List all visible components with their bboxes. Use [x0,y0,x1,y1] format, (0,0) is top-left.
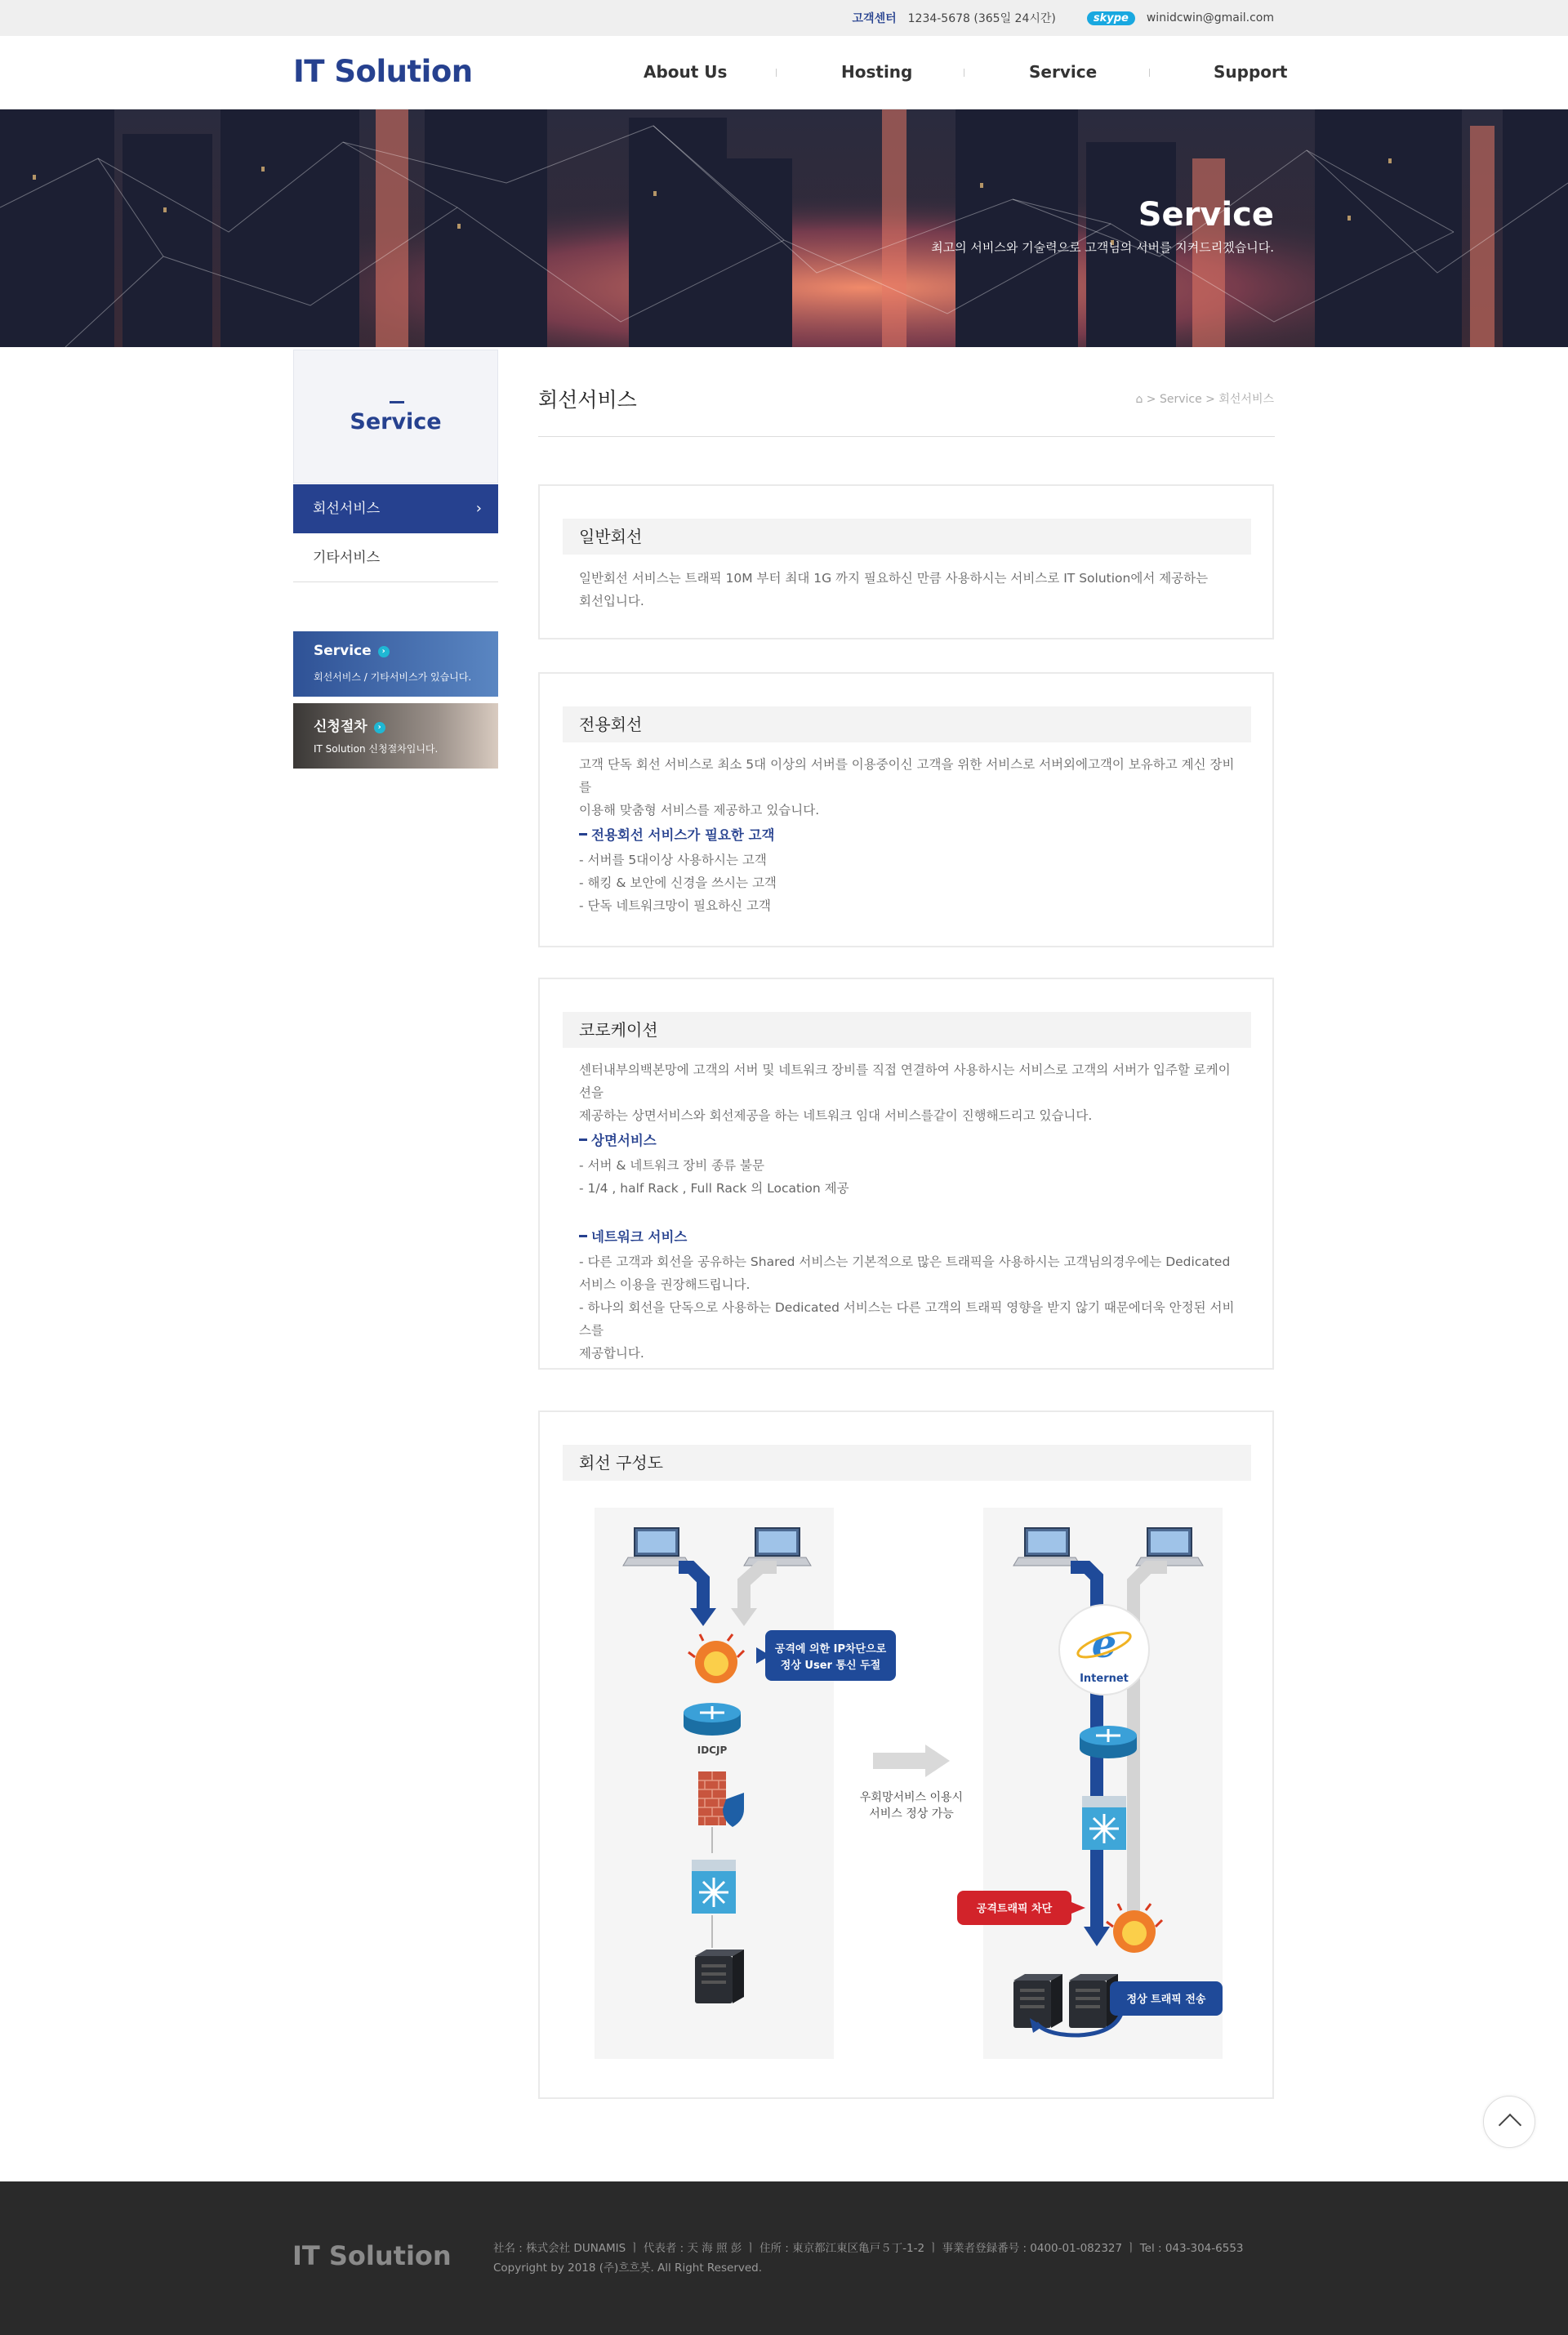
section-text: 센터내부의백본망에 고객의 서버 및 네트워크 장비를 직접 연결하여 사용하시는 서비스로 고객의 서버가 입주할 로케이션을 제공하는 상면서비스와 회선제공을 하는 네트워크 임대 서비스를같이 진행해드리고 있습니다. [579,1063,1231,1123]
hero-subtitle: 최고의 서비스와 기술력으로 고객님의 서버를 지켜드리겠습니다. [931,240,1274,255]
home-icon[interactable]: ⌂ [1135,393,1143,406]
attack-callout [765,1630,896,1681]
bullet-list: - 서버 & 네트워크 장비 종류 불문 - 1/4 , half Rack , Full Rack 의 Location 제공 [579,1158,849,1196]
chevron-up-icon [1499,2114,1521,2137]
footer-logo: IT Solution [292,2240,452,2271]
bullet-list: - 다른 고객과 회선을 공유하는 Shared 서비스는 기본적으로 많은 트래픽을 사용하시는 고객님의경우에는 Dedicated 서비스 이용을 권장해드립니다. - 하나의 회선을 단독으로 사용하는 Dedicated 서비스는 다른 고객의 트래픽 영향을 받지 않기 때문에더욱 안정된 서비스를 제공합니다. [579,1254,1235,1361]
customer-center-label: 고객센터 [852,12,897,25]
attack-callout-line2: 정상 User 통신 두절 [780,1660,881,1672]
nav-divider [776,69,777,77]
copyright: Copyright by 2018 (주)흐흐봇. All Right Reserved. [493,2261,763,2275]
customer-center-phone: 1234-5678 (365일 24시간) [907,12,1056,25]
sidebar-item-label: 회선서비스 [313,501,381,517]
nav-about-us[interactable]: About Us [644,62,728,82]
bypass-note-line1: 우회망서비스 이용시 [859,1791,964,1804]
server-icon [695,1950,744,2003]
contact-email[interactable]: winidcwin@gmail.com [1146,11,1274,25]
scroll-to-top-button[interactable] [1483,2096,1535,2148]
nav-hosting[interactable]: Hosting [841,62,913,82]
internet-label: Internet [1080,1673,1129,1685]
footer-info [493,2239,1244,2278]
bypass-note-line2: 서비스 정상 가능 [869,1807,954,1820]
section-heading: 전용회선 [563,706,1251,742]
sidebar-item-label: 기타서비스 [313,550,381,566]
svg-text:e: e [1091,1621,1117,1667]
banner-title: 신청절차 › [314,715,385,735]
section-text: 일반회선 서비스는 트래픽 10M 부터 최대 1G 까지 필요하신 만큼 사용하시는 서비스로 IT Solution에서 제공하는 회선입니다. [579,571,1209,608]
title-divider [538,436,1275,437]
banner-subtitle: 회선서비스 / 기타서비스가 있습니다. [314,671,472,683]
section-card-dedicated-line [538,672,1274,947]
banner-title: Service › [314,643,390,659]
router-label: IDCJP [697,1745,728,1756]
subheading: 상면서비스 [579,1130,657,1149]
nav-divider [1149,69,1150,77]
arrow-circle-icon: › [378,646,390,657]
router-icon [684,1703,741,1736]
section-heading: 일반회선 [563,519,1251,555]
subheading: 네트워크 서비스 [579,1226,687,1245]
breadcrumb-current: 회선서비스 [1218,393,1274,406]
sidebar-title: Service [350,409,442,434]
hero-banner [0,109,1568,347]
section-text: 고객 단독 회선 서비스로 최소 5대 이상의 서버를 이용중이신 고객을 위한 서비스로 서버외에고객이 보유하고 계신 장비를 이용해 맞춤형 서비스를 제공하고 있습니다. [579,757,1235,818]
bullet-list: - 서버를 5대이상 사용하시는 고객 - 해킹 & 보안에 신경을 쓰시는 고객 - 단독 네트워크망이 필요하신 고객 [579,853,777,913]
network-diagram [540,1412,1272,2097]
skype-icon[interactable]: skype [1087,11,1135,25]
attack-callout-line1: 공격에 의한 IP차단으로 [774,1643,887,1655]
section-card-colocation [538,978,1274,1370]
attack-block-label: 공격트래픽 차단 [976,1903,1053,1915]
hero-title: Service [1138,196,1274,234]
bypass-arrow [873,1753,925,1769]
top-info-bar [0,0,1568,36]
section-card-network-diagram [538,1410,1274,2099]
city-skyline-image [0,109,1568,347]
chevron-right-icon: › [475,500,482,517]
normal-traffic-label: 정상 트래픽 전송 [1126,1994,1206,2006]
breadcrumb-service[interactable]: Service [1159,393,1202,406]
sidebar-item-other-service[interactable] [293,533,498,582]
service-banner[interactable] [293,631,498,697]
section-card-general-line [538,484,1274,639]
page-title: 회선서비스 [538,388,637,412]
section-heading: 코로케이션 [563,1012,1251,1048]
firewall-icon [698,1771,726,1825]
sidebar-title-dash [390,401,404,403]
server-icon [1013,1974,1062,2028]
nav-service[interactable]: Service [1029,62,1098,82]
sidebar-item-line-service[interactable] [293,484,498,533]
sidebar-header [293,350,498,483]
nav-support[interactable]: Support [1214,62,1288,82]
switch-icon [692,1860,736,1914]
subheading: 전용회선 서비스가 필요한 고객 [579,824,774,844]
site-footer [0,2181,1568,2335]
banner-subtitle: IT Solution 신청절차입니다. [314,743,439,755]
site-logo[interactable]: IT Solution [293,54,473,89]
router-icon [1080,1726,1137,1758]
switch-icon [1082,1796,1126,1850]
section-heading: 회선 구성도 [563,1445,1251,1481]
application-procedure-banner[interactable] [293,703,498,769]
company-info: 社名 : 株式会社 DUNAMIS ㅣ 代表者 : 天 海 照 彭 ㅣ 住所 : 東京都江東区亀戸５丁-1-2 ㅣ 事業者登録番号 : 0400-01-082327 ㅣ Tel : 043-304-6553 [493,2242,1244,2255]
arrow-circle-icon: › [374,722,385,733]
site-header [0,36,1568,109]
breadcrumb: ⌂ > Service > 회선서비스 [1135,393,1274,406]
